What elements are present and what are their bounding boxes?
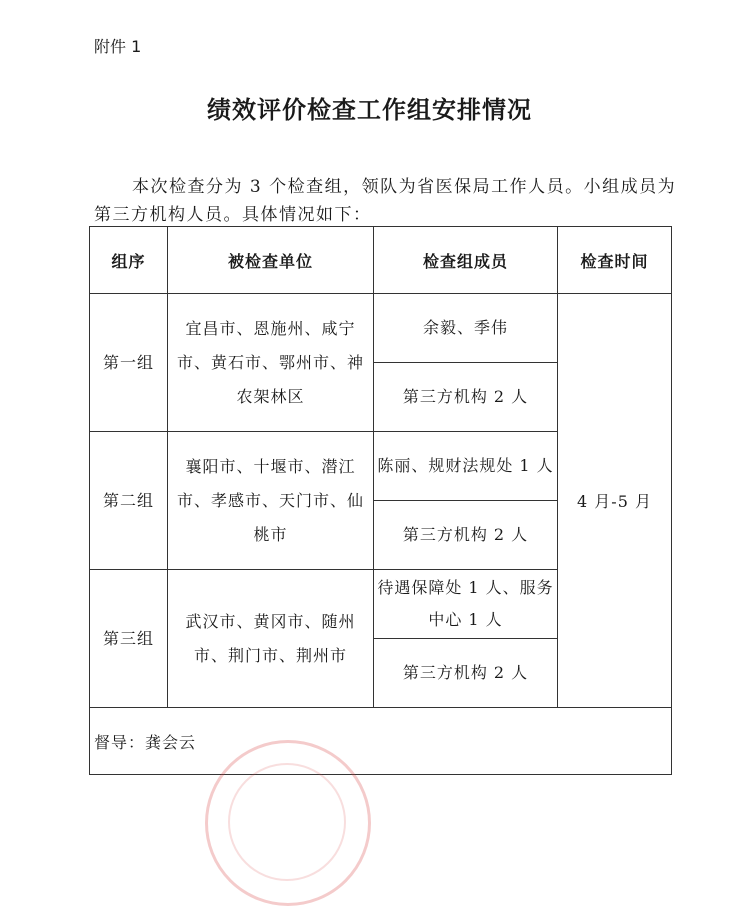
document-title: 绩效评价检查工作组安排情况 [207, 96, 532, 124]
supervisor-cell: 督导：龚会云 [90, 708, 672, 775]
member-cell: 第三方机构 2 人 [374, 639, 558, 708]
member-cell: 余毅、季伟 [374, 294, 558, 363]
group-cell: 第三组 [90, 570, 168, 708]
member-cell: 第三方机构 2 人 [374, 501, 558, 570]
header-inspection-time: 检查时间 [558, 227, 672, 294]
units-cell: 襄阳市、十堰市、潜江市、孝感市、天门市、仙桃市 [168, 432, 374, 570]
header-team-members: 检查组成员 [374, 227, 558, 294]
inspection-table [89, 226, 672, 775]
annex-label: 附件 1 [94, 37, 142, 56]
member-cell: 待遇保障处 1 人、服务中心 1 人 [374, 570, 558, 639]
supervisor-row [90, 708, 672, 775]
header-group-order: 组序 [90, 227, 168, 294]
intro-paragraph: 本次检查分为 3 个检查组，领队为省医保局工作人员。小组成员为第三方机构人员。具体情况如下： [94, 177, 677, 225]
member-cell: 陈丽、规财法规处 1 人 [374, 432, 558, 501]
header-inspected-units: 被检查单位 [168, 227, 374, 294]
table-row [90, 294, 672, 363]
group-cell: 第二组 [90, 432, 168, 570]
group-cell: 第一组 [90, 294, 168, 432]
units-cell: 宜昌市、恩施州、咸宁市、黄石市、鄂州市、神农架林区 [168, 294, 374, 432]
units-cell: 武汉市、黄冈市、随州市、荆门市、荆州市 [168, 570, 374, 708]
time-cell: 4 月-5 月 [558, 294, 672, 708]
member-cell: 第三方机构 2 人 [374, 363, 558, 432]
seal-inner-ring [228, 763, 346, 881]
table-header-row [90, 227, 672, 294]
